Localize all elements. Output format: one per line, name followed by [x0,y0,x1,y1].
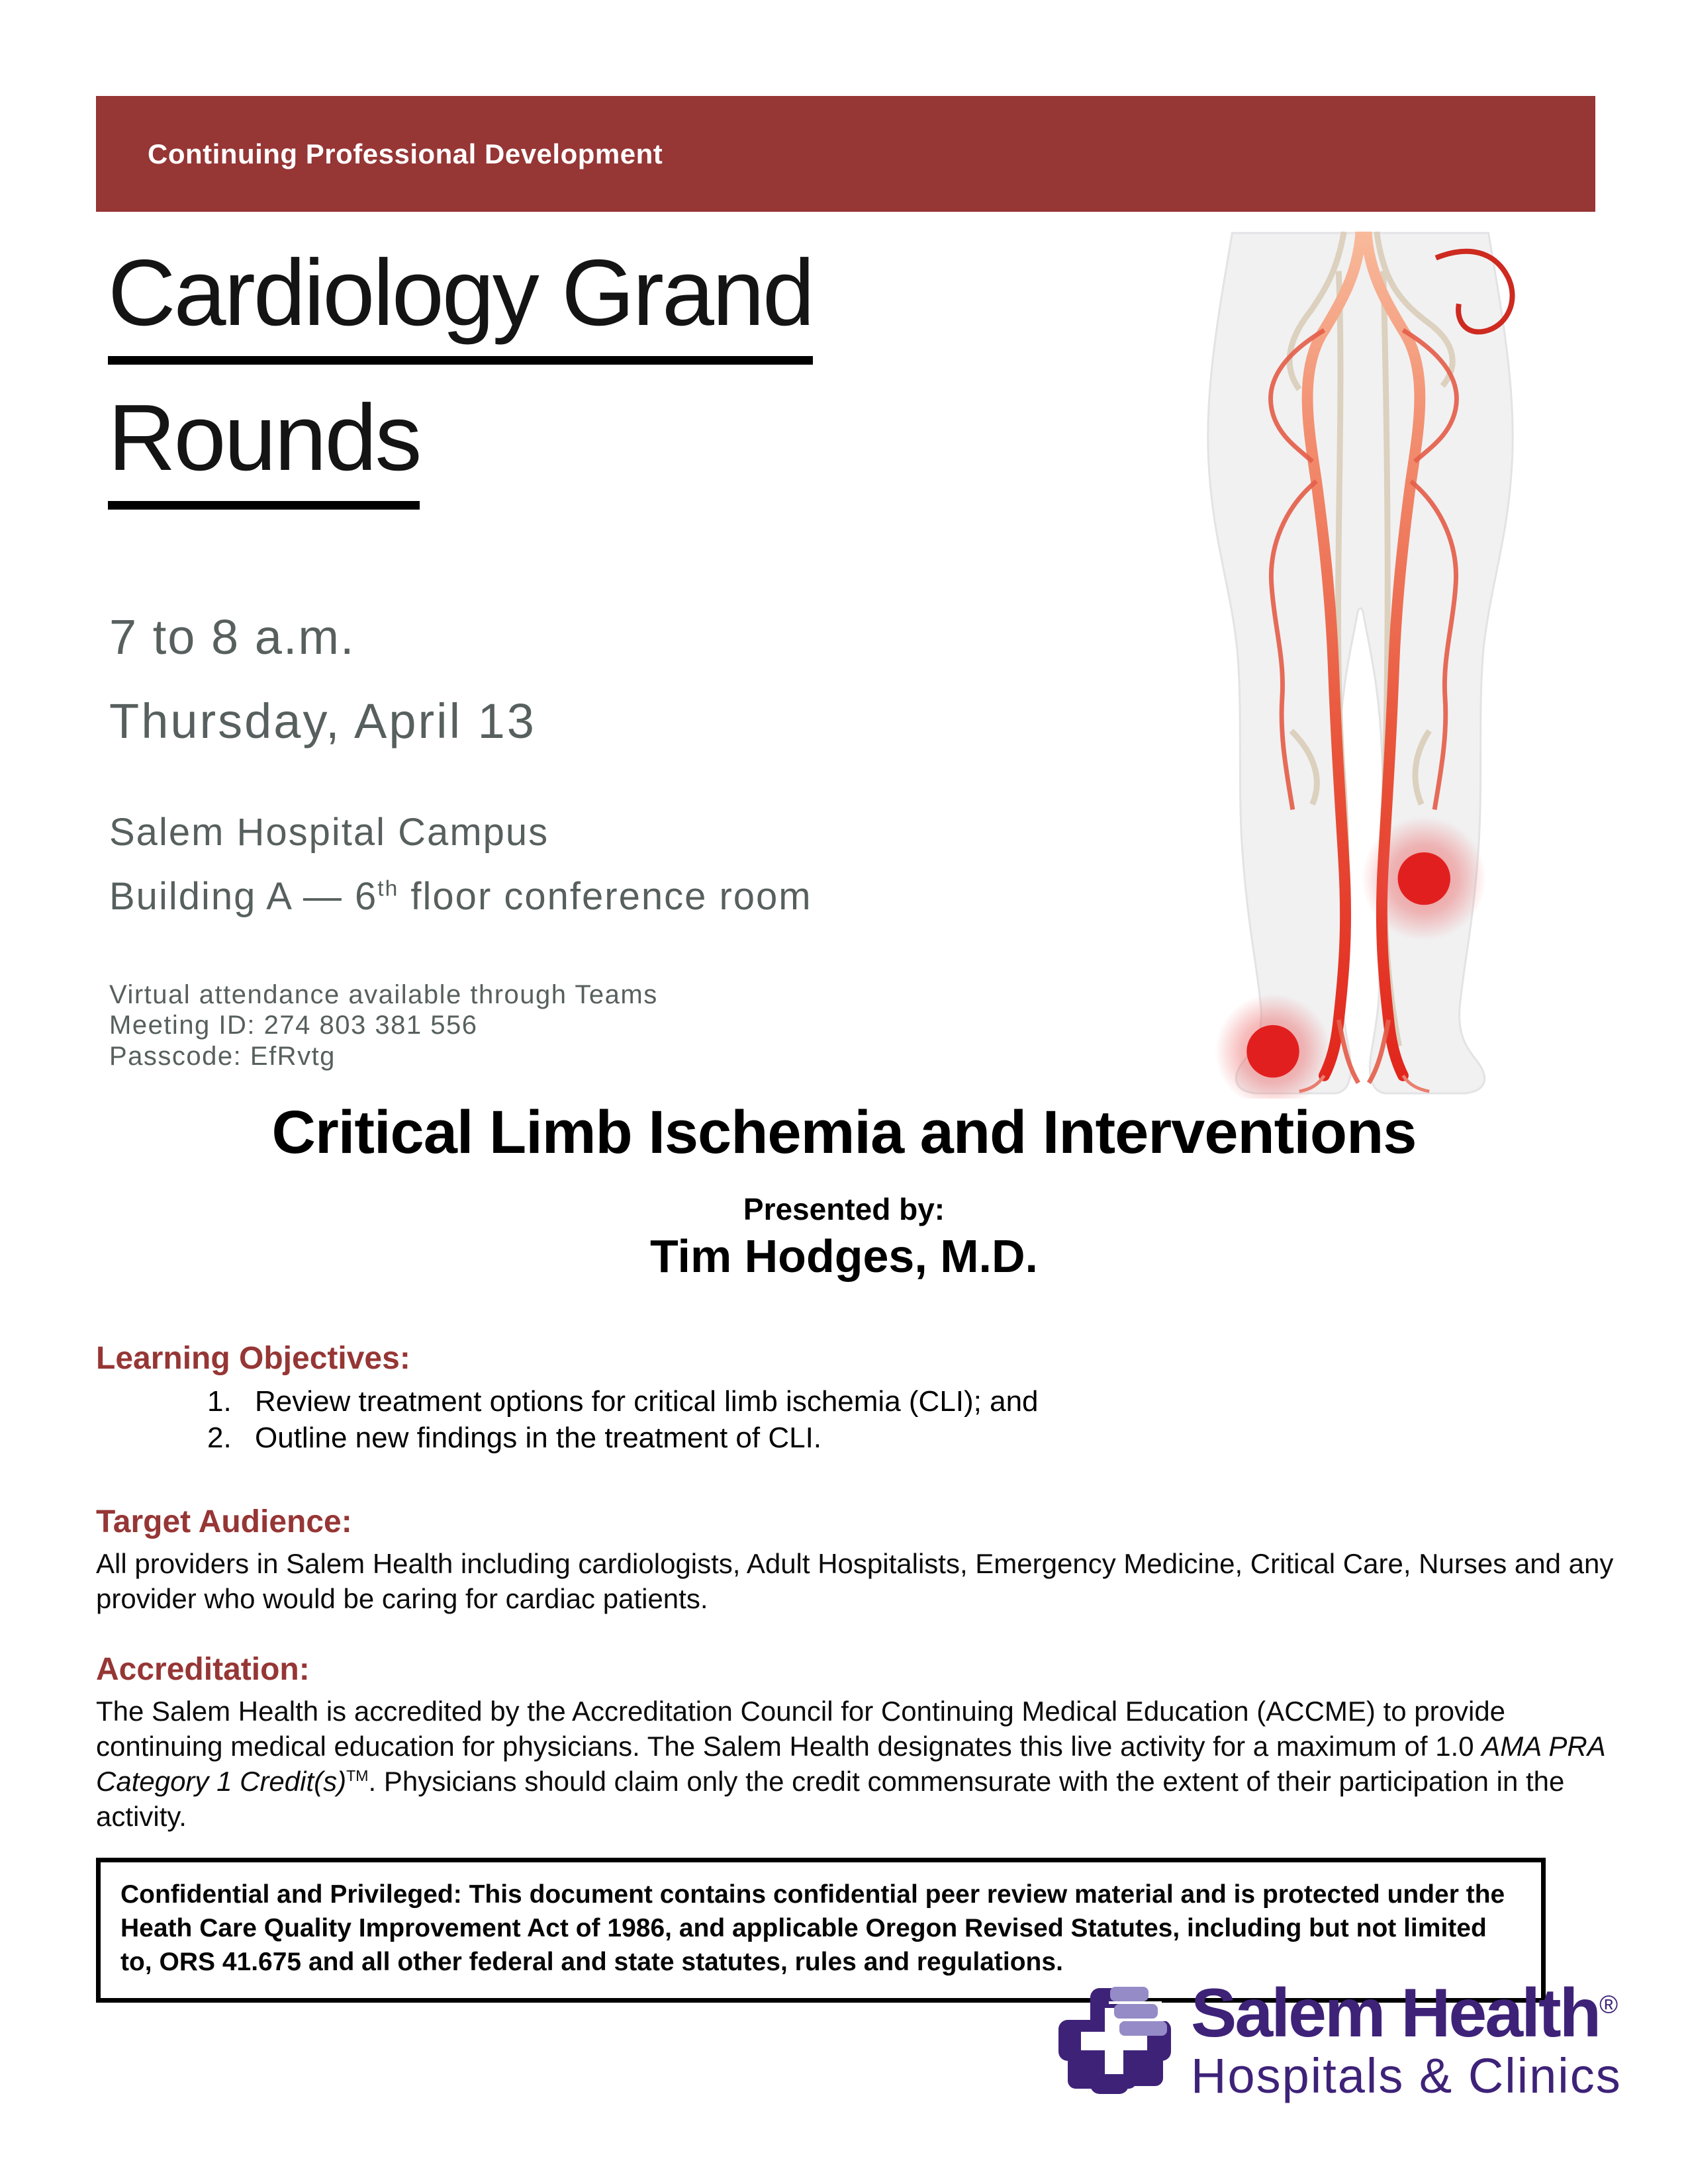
event-location-prefix: Building A — 6 [109,875,378,918]
virtual-attendance-note: Virtual attendance available through Teams [109,980,658,1009]
meeting-id: Meeting ID: 274 803 381 556 [109,1011,478,1040]
superscript-th: th [377,876,399,901]
lower-sections [96,1340,1615,2003]
objective-text: Review treatment options for critical limb ischemia (CLI); and [255,1385,1039,1418]
title-line-2: Rounds [108,391,420,510]
registered-mark: ® [1599,1991,1617,2019]
leg-silhouette [1208,233,1513,1093]
leg-arteries-illustration [1125,232,1595,1099]
objective-number: 1. [207,1385,232,1418]
logo-text [1191,1975,1622,2103]
passcode: Passcode: EfRvtg [109,1041,336,1071]
objective-text: Outline new findings in the treatment of CLI. [255,1422,822,1454]
header-bar [96,96,1595,212]
logo-tagline: Hospitals & Clinics [1191,2048,1622,2103]
objective-item [96,1383,1615,1420]
presented-by-label: Presented by: [743,1192,945,1226]
credit-designation-italic: AMA PRA Category 1 Credit(s) [96,1730,1605,1797]
target-audience-body: All providers in Salem Health including cardiologists, Adult Hospitalists, Emergency Medicine, Critical Care, Nurses and any provider who would be caring for cardiac patients. [96,1548,1614,1614]
logo-name-text: Salem Health [1191,1975,1600,2052]
title-line-1: Cardiology Grand [108,246,813,365]
header-label: Continuing Professional Development [148,138,663,169]
accreditation-heading: Accreditation: [96,1651,310,1687]
hotspot-dot-foot [1246,1025,1299,1077]
event-details [109,609,812,1071]
page-title [108,240,813,536]
event-time: 7 to 8 a.m. [109,610,355,664]
objective-number: 2. [207,1422,232,1454]
event-location-suffix: floor conference room [399,875,812,918]
tm-superscript: TM [346,1766,369,1784]
confidential-body: This document contains confidential peer review material and is protected under the Heath Care Quality Improvement Act of 1986, and applicable Oregon Revised Statutes, including but not limited to, ORS 41.675 and all other federal and state statutes, rules and regulations. [120,1880,1505,1976]
session-title: Critical Limb Ischemia and Interventions [271,1099,1417,1166]
confidential-lead: Confidential and Privileged: [120,1880,462,1909]
event-date: Thursday, April 13 [109,694,536,749]
accreditation-text-2: . Physicians should claim only the credit commensurate with the extent of their participation in the activity. [96,1765,1565,1832]
learning-objectives-heading: Learning Objectives: [96,1341,410,1376]
accreditation-body [96,1694,1615,1835]
confidential-text [120,1878,1521,1979]
logo-name [1191,1975,1622,2052]
target-audience-heading: Target Audience: [96,1504,352,1539]
event-location [109,874,812,919]
objective-item [96,1420,1615,1456]
salem-health-logo-icon [1056,1985,1174,2097]
event-campus: Salem Hospital Campus [109,811,549,854]
salem-health-logo [1056,1975,1622,2103]
accreditation-text-1: The Salem Health is accredited by the Accreditation Council for Continuing Medical Education (ACCME) to provide continuing medical education for physicians. The Salem Health designates this live activity for a maximum of 1.0 [96,1695,1506,1762]
hotspot-dot-knee [1398,852,1450,905]
presenter-name: Tim Hodges, M.D. [650,1230,1038,1282]
